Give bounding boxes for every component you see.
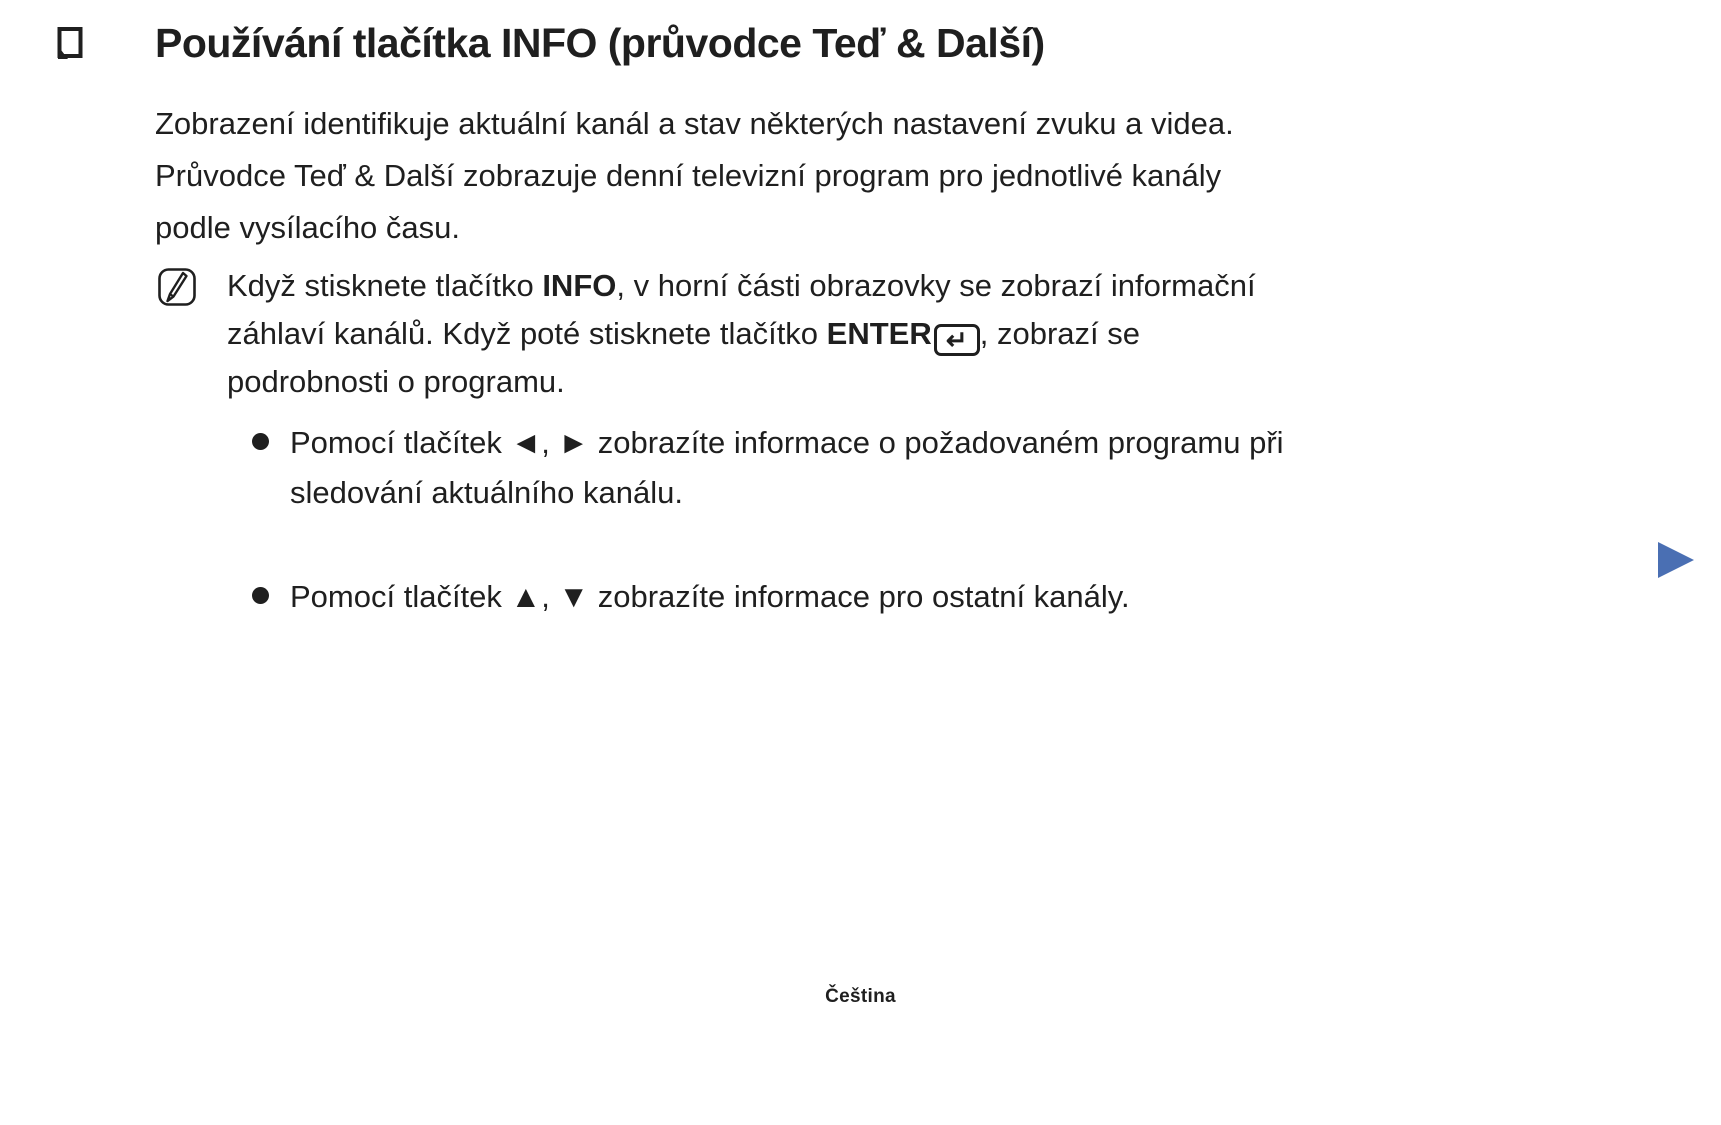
list-item — [252, 572, 1284, 622]
note-text-segment: záhlaví kanálů. Když poté stisknete tlačítko — [227, 316, 827, 351]
bullet-text — [290, 572, 1130, 622]
bullet-line: Pomocí tlačítek ▲, ▼ zobrazíte informace pro ostatní kanály. — [290, 579, 1130, 614]
section-square-icon — [57, 26, 84, 60]
note-block — [158, 262, 1256, 406]
note-pencil-icon — [158, 268, 196, 306]
note-text — [227, 262, 1256, 406]
intro-line: Průvodce Teď & Další zobrazuje denní televizní program pro jednotlivé kanály — [155, 158, 1222, 193]
section-heading — [57, 20, 1045, 67]
bullet-line: Pomocí tlačítek ◄, ► zobrazíte informace o požadovaném programu při — [290, 425, 1284, 460]
enter-key-icon: ↵ — [934, 324, 980, 356]
bullet-list — [252, 418, 1284, 622]
next-page-arrow-icon[interactable] — [1656, 540, 1696, 580]
enter-button-label: ENTER — [826, 316, 932, 351]
page-title: Používání tlačítka INFO (průvodce Teď & Další) — [155, 20, 1045, 66]
intro-line: Zobrazení identifikuje aktuální kanál a stav některých nastavení zvuku a videa. — [155, 106, 1234, 141]
intro-line: podle vysílacího času. — [155, 210, 461, 245]
note-text-segment: , v horní části obrazovky se zobrazí informační — [616, 268, 1256, 303]
note-line — [227, 262, 1256, 310]
note-text-segment: Když stisknete tlačítko — [227, 268, 543, 303]
list-item — [252, 418, 1284, 518]
note-line — [227, 310, 1256, 358]
intro-paragraph — [155, 98, 1234, 254]
bullet-text — [290, 418, 1284, 518]
bullet-dot-icon — [252, 587, 269, 604]
note-text-segment: , zobrazí se — [979, 316, 1140, 351]
bullet-line: sledování aktuálního kanálu. — [290, 475, 683, 510]
language-label: Čeština — [825, 986, 896, 1007]
info-button-label: INFO — [542, 268, 617, 303]
note-line: podrobnosti o programu. — [227, 364, 565, 399]
bullet-dot-icon — [252, 433, 269, 450]
